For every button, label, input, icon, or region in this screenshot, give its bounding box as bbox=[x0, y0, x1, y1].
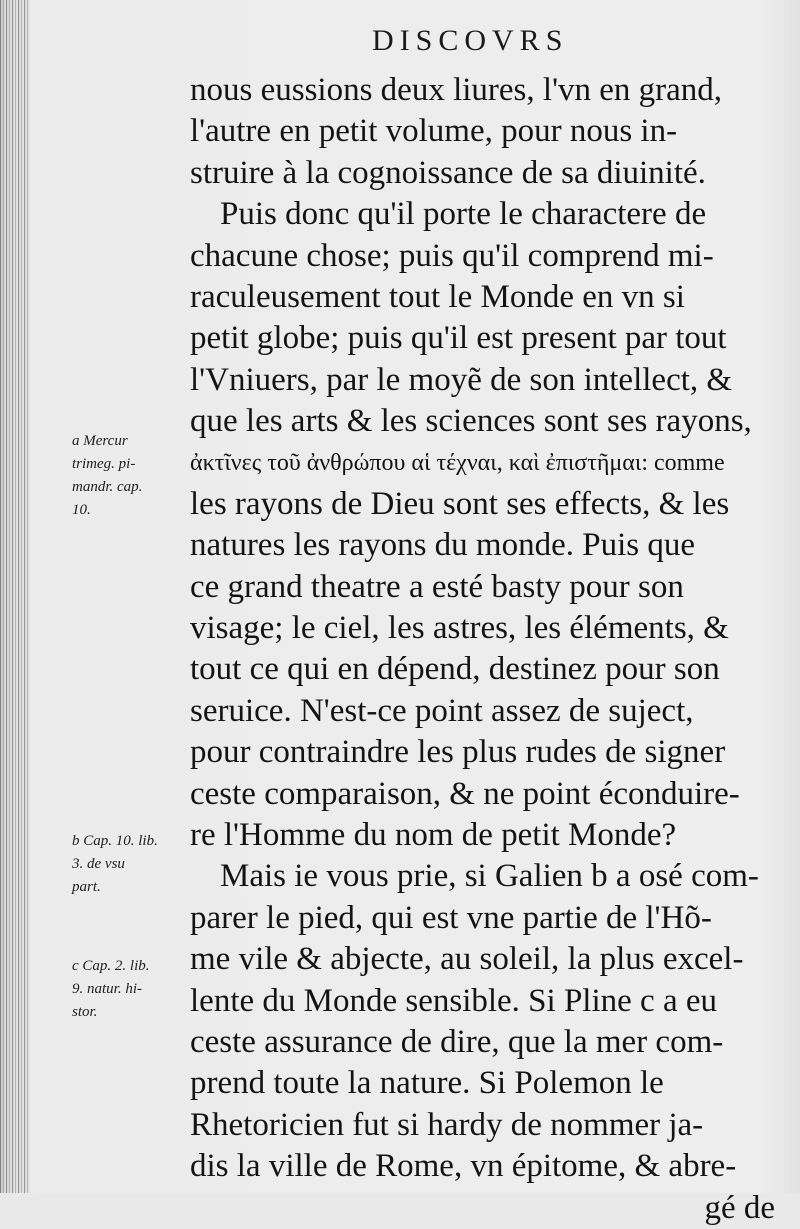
margin-note bbox=[72, 830, 207, 899]
body-text bbox=[190, 70, 775, 1229]
text-line: petit globe; puis qu'il est present par tout bbox=[190, 320, 727, 357]
text-line: dis la ville de Rome, vn épitome, & abre- bbox=[190, 1148, 737, 1185]
text-line: pour contraindre les plus rudes de signer bbox=[190, 734, 726, 771]
catchword: gé de bbox=[704, 1189, 775, 1226]
margin-note-line: stor. bbox=[72, 1004, 98, 1020]
text-line: ἀκτῖνες τοῦ ἀνθρώπου αἱ τέχναι, καὶ ἐπιστῆμαι: comme bbox=[190, 449, 725, 476]
margin-note-line: 10. bbox=[72, 502, 91, 518]
text-line: tout ce qui en dépend, destinez pour son bbox=[190, 651, 720, 688]
margin-note-line: mandr. cap. bbox=[72, 479, 143, 495]
text-line: Puis donc qu'il porte le charactere de bbox=[220, 196, 707, 233]
text-line: raculeusement tout le Monde en vn si bbox=[190, 278, 685, 315]
text-line: chacune chose; puis qu'il comprend mi- bbox=[190, 237, 714, 274]
margin-note-line: a Mercur bbox=[72, 433, 128, 449]
text-line: l'Vniuers, par le moyẽ de son intellect, & bbox=[190, 361, 733, 398]
text-line: ceste assurance de dire, que la mer com- bbox=[190, 1023, 724, 1060]
margin-note-line: part. bbox=[72, 879, 101, 895]
text-line: prend toute la nature. Si Polemon le bbox=[190, 1065, 664, 1102]
text-line: Rhetoricien fut si hardy de nommer ja- bbox=[190, 1106, 704, 1143]
margin-note-line: trimeg. pi- bbox=[72, 456, 136, 472]
text-line: me vile & abjecte, au soleil, la plus excel- bbox=[190, 941, 744, 978]
page-gutter bbox=[0, 0, 30, 1193]
text-line: les rayons de Dieu sont ses effects, & les bbox=[190, 485, 730, 522]
text-line: ceste comparaison, & ne point éconduire- bbox=[190, 775, 740, 812]
text-line: Mais ie vous prie, si Galien b a osé com- bbox=[220, 858, 759, 895]
margin-note-line: c Cap. 2. lib. bbox=[72, 958, 150, 974]
text-line: que les arts & les sciences sont ses rayons, bbox=[190, 403, 752, 440]
text-line: ce grand theatre a esté basty pour son bbox=[190, 568, 684, 605]
text-line: lente du Monde sensible. Si Pline c a eu bbox=[190, 982, 717, 1019]
text-line: seruice. N'est-ce point assez de suject, bbox=[190, 692, 694, 729]
margin-note-line: 9. natur. hi- bbox=[72, 981, 143, 997]
text-line: l'autre en petit volume, pour nous in- bbox=[190, 113, 678, 150]
running-head: DISCOVRS bbox=[372, 24, 569, 57]
text-line: parer le pied, qui est vne partie de l'Hõ- bbox=[190, 899, 712, 936]
text-line: struire à la cognoissance de sa diuinité. bbox=[190, 154, 706, 191]
margin-note-line: 3. de vsu bbox=[72, 856, 125, 872]
text-line: re l'Homme du nom de petit Monde? bbox=[190, 817, 677, 854]
margin-note-line: b Cap. 10. lib. bbox=[72, 833, 158, 849]
margin-note bbox=[72, 430, 207, 522]
text-line: nous eussions deux liures, l'vn en grand, bbox=[190, 72, 723, 108]
text-line: visage; le ciel, les astres, les éléments, & bbox=[190, 610, 729, 647]
margin-note bbox=[72, 955, 207, 1024]
text-line: natures les rayons du monde. Puis que bbox=[190, 527, 696, 564]
